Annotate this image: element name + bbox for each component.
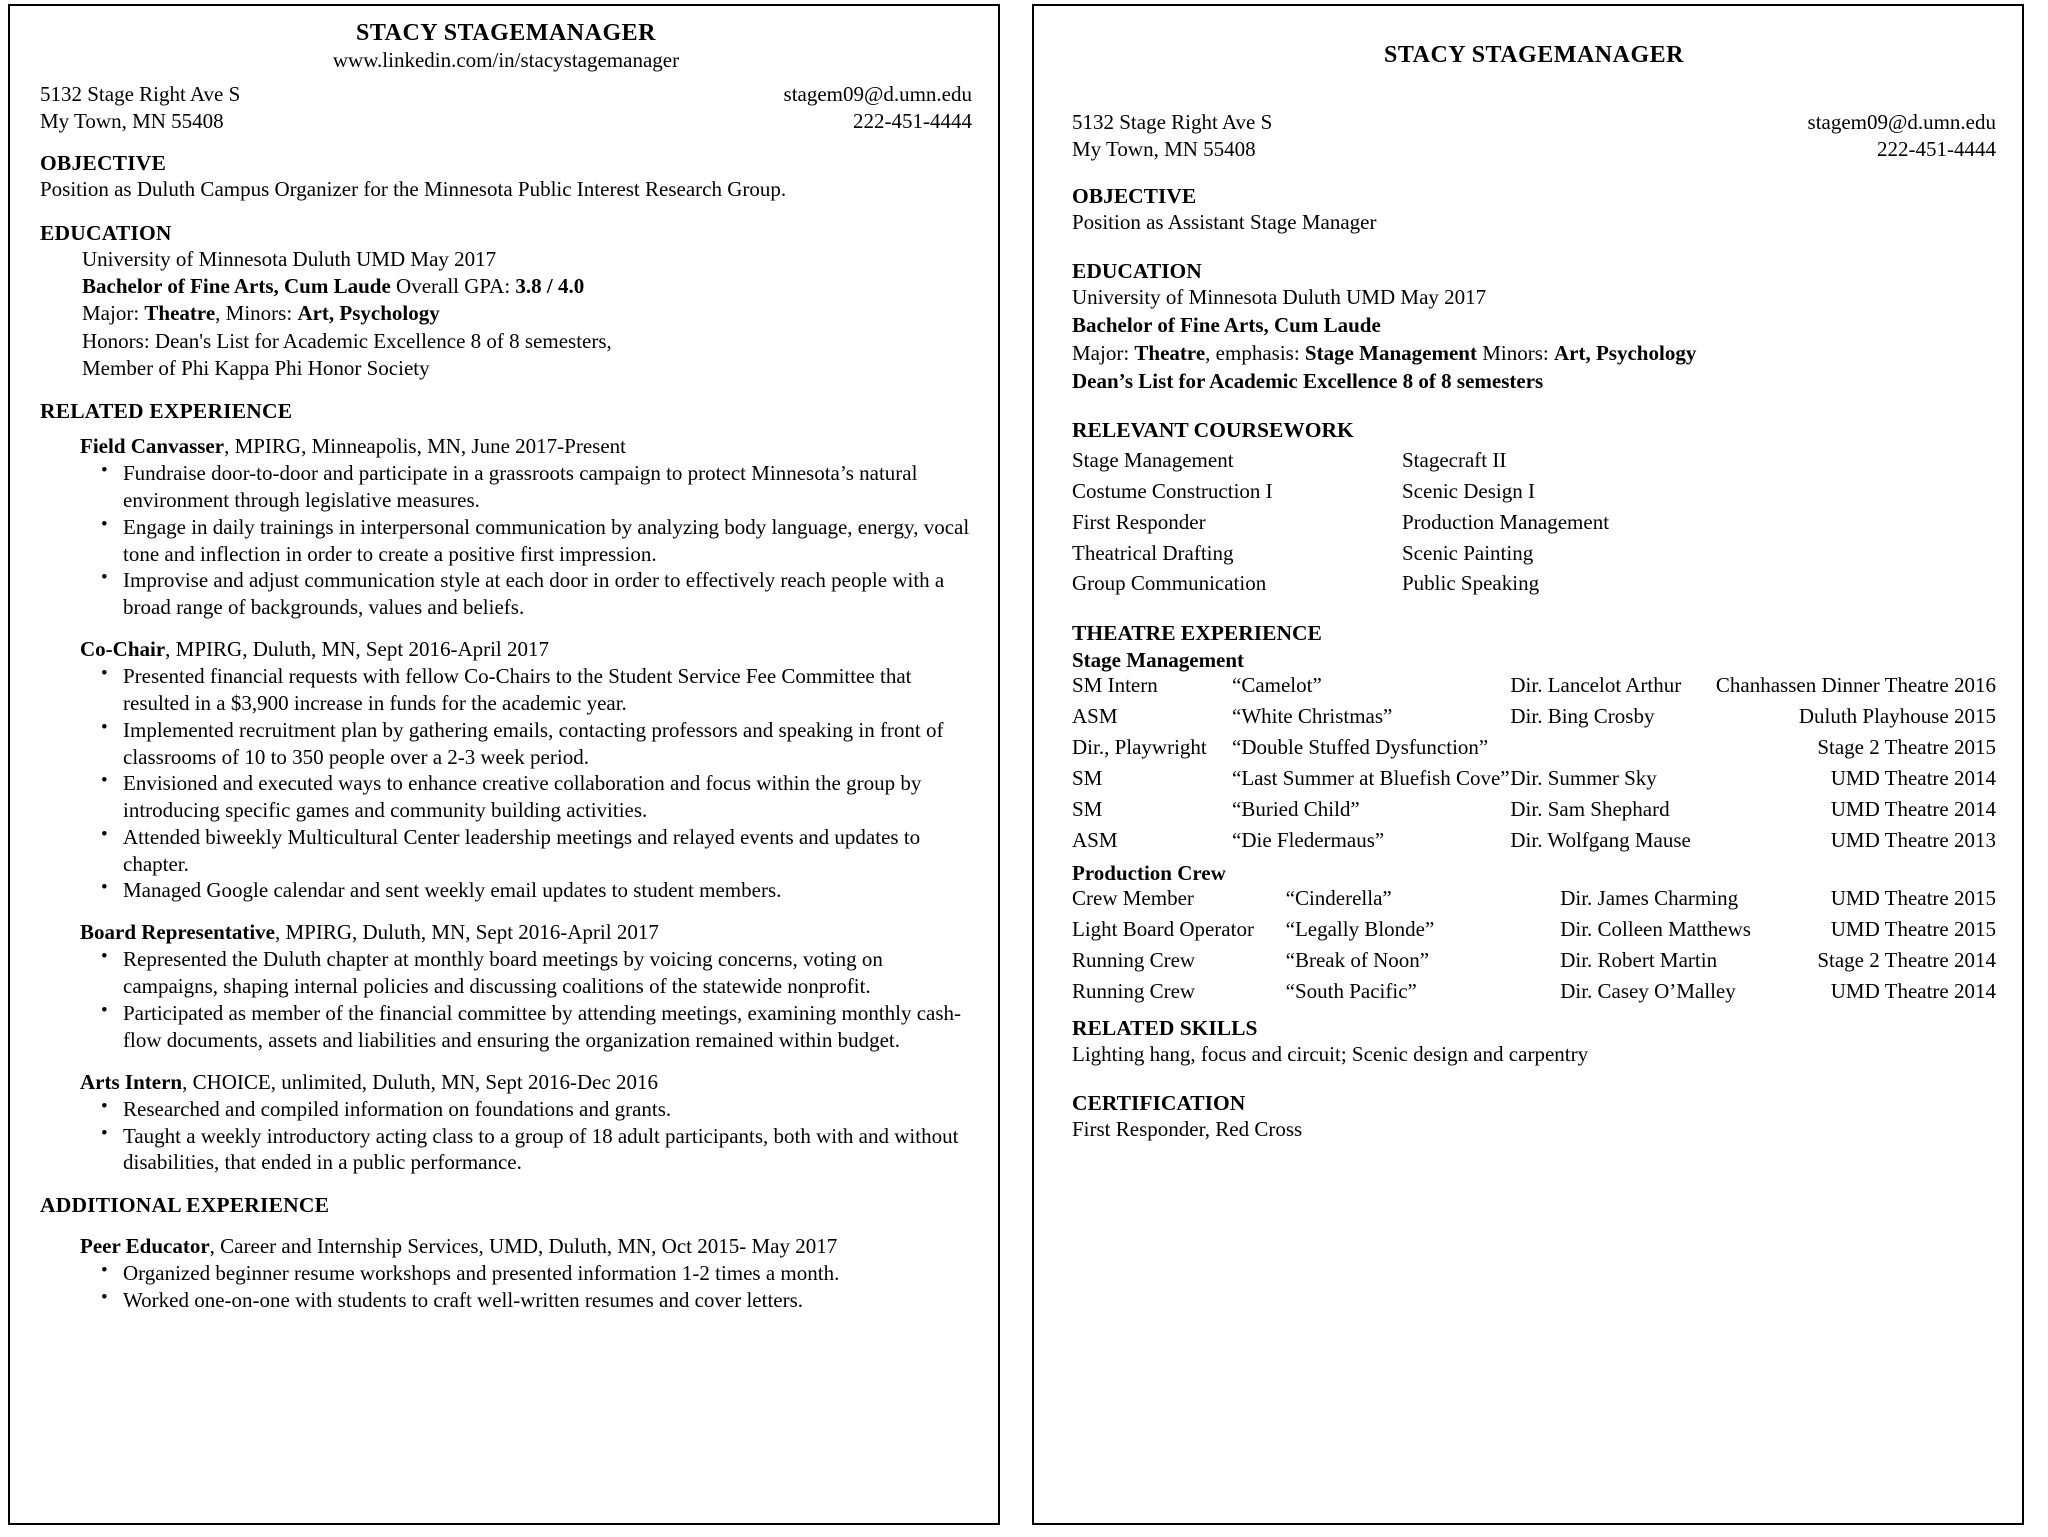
credit-director: Dir. Robert Martin [1560,948,1718,973]
credit-show: “South Pacific” [1285,979,1417,1004]
education-school: University of Minnesota Duluth UMD May 2017 [82,246,497,271]
credit-role: SM [1072,766,1103,791]
production-crew-table [1072,886,1996,1010]
minors-value: Art, Psychology [1554,341,1697,366]
credit-role: Dir., Playwright [1072,735,1207,760]
credit-director: Dir. Lancelot Arthur [1510,673,1682,698]
coursework-grid [1072,445,1996,599]
credit-show: “Die Fledermaus” [1232,828,1385,853]
job-entry [80,636,972,663]
stage-management-table [1072,673,1996,859]
table-row [1072,828,1996,859]
credit-show: “Buried Child” [1232,797,1360,822]
section-heading-additional-experience: ADDITIONAL EXPERIENCE [40,1193,330,1218]
credit-show: “Last Summer at Bluefish Cove” [1232,766,1510,791]
job-meta: , MPIRG, Duluth, MN, Sept 2016-April 2017 [275,920,659,945]
education-school: University of Minnesota Duluth UMD May 2017 [1072,285,1487,310]
email-address[interactable]: stagem09@d.umn.edu [1807,110,1996,134]
major-label: Major: [82,301,145,326]
credit-show: “Double Stuffed Dysfunction” [1232,735,1489,760]
page-title-left: STACY STAGEMANAGER [356,20,656,46]
education-degree [1072,312,1996,340]
list-item: • Participated as member of the financial committee by attending meetings, examining monthly cash-flow documents, assets and liabilities and ensuring the organization remained within budget. [97,1000,972,1054]
credit-venue: UMD Theatre 2014 [1830,797,1996,822]
related-skills-text: Lighting hang, focus and circuit; Scenic design and carpentry [1072,1042,1589,1067]
table-row [1072,673,1996,704]
list-item: • Improvise and adjust communication style at each door in order to effectively reach people with a broad range of backgrounds, values and beliefs. [97,567,972,621]
education-deans-list [1072,368,1996,396]
list-item: • Organized beginner resume workshops and presented information 1-2 times a month. [97,1260,972,1287]
credit-venue: UMD Theatre 2014 [1830,979,1996,1004]
table-row [1072,735,1996,766]
credit-show: “Cinderella” [1285,886,1392,911]
certification-text: First Responder, Red Cross [1072,1117,1303,1142]
job-meta: , CHOICE, unlimited, Duluth, MN, Sept 2016-Dec 2016 [182,1069,659,1094]
resume-page-left [8,4,1000,1525]
list-item: • Engage in daily trainings in interpersonal communication by analyzing body language, energy, vocal tone and inflection in order to create a positive first impression. [97,514,972,568]
credit-venue: Stage 2 Theatre 2015 [1817,735,1996,760]
credit-show: “Legally Blonde” [1285,917,1435,942]
coursework-item: Theatrical Drafting [1072,540,1234,565]
coursework-item: Costume Construction I [1072,478,1273,503]
list-item: • Implemented recruitment plan by gathering emails, contacting professors and speaking in front of classrooms of 10 to 350 people over a 2-3 week period. [97,717,972,771]
credit-director: Dir. Casey O’Malley [1560,979,1736,1004]
credit-role: Light Board Operator [1072,917,1254,942]
credit-venue: Duluth Playhouse 2015 [1798,704,1996,729]
section-heading-objective: OBJECTIVE [1072,184,1197,209]
credit-venue: Stage 2 Theatre 2014 [1817,948,1996,973]
job-bullets [40,663,972,904]
section-heading-objective: OBJECTIVE [40,151,167,176]
job-meta: , MPIRG, Minneapolis, MN, June 2017-Present [224,434,626,459]
credit-role: SM [1072,797,1103,822]
address-line-2: My Town, MN 55408 [1072,136,1256,161]
phone-number: 222-451-4444 [853,108,972,133]
credit-director: Dir. Bing Crosby [1510,704,1655,729]
emphasis-label: , emphasis: [1205,341,1305,366]
job-title: Arts Intern [80,1069,183,1094]
credit-show: “Camelot” [1232,673,1322,698]
education-major-line [1072,340,1996,368]
credit-role: ASM [1072,828,1118,853]
education-gpa-value: 3.8 / 4.0 [515,273,585,298]
section-heading-certification: CERTIFICATION [1072,1091,1246,1116]
linkedin-url[interactable]: www.linkedin.com/in/stacystagemanager [332,48,680,72]
table-row [1072,948,1996,979]
minors-value: Art, Psychology [297,301,440,326]
list-item: • Worked one-on-one with students to craft well-written resumes and cover letters. [97,1287,972,1314]
section-heading-theatre-experience: THEATRE EXPERIENCE [1072,621,1322,646]
list-item: • Represented the Duluth chapter at monthly board meetings by voicing concerns, voting on campaigns, shaping internal policies and discussing coalitions of the statewide nonprofit. [97,946,972,1000]
major-value: Theatre [144,301,216,326]
credit-director [1510,735,1716,766]
coursework-item: Scenic Design I [1402,478,1535,503]
credit-venue: Chanhassen Dinner Theatre 2016 [1715,673,1996,698]
credit-venue: UMD Theatre 2015 [1830,917,1996,942]
address-line-1: 5132 Stage Right Ave S [40,82,241,106]
job-entry [80,433,972,460]
job-bullets [40,1096,972,1176]
education-degree-bold: Bachelor of Fine Arts, Cum Laude [1072,313,1381,338]
education-degree [82,273,972,300]
objective-text: Position as Duluth Campus Organizer for the Minnesota Public Interest Research Group. [40,177,787,202]
resume-page-right [1032,4,2024,1525]
deans-list-value: Dean’s List for Academic Excellence 8 of 8 semesters [1072,369,1544,393]
credit-director: Dir. Wolfgang Mause [1510,828,1691,853]
coursework-item: Scenic Painting [1402,540,1534,565]
credit-role: Crew Member [1072,886,1194,911]
education-degree-bold: Bachelor of Fine Arts, Cum Laude [82,273,391,298]
section-heading-related-skills: RELATED SKILLS [1072,1016,1258,1041]
subsection-heading-production-crew: Production Crew [1072,861,1226,886]
table-row [1072,886,1996,917]
credit-role: Running Crew [1072,948,1196,973]
address-line-2: My Town, MN 55408 [40,108,224,133]
credit-venue: UMD Theatre 2014 [1830,766,1996,791]
major-label: Major: [1072,341,1135,366]
section-heading-relevant-coursework: RELEVANT COURSEWORK [1072,417,1354,442]
credit-venue: UMD Theatre 2013 [1830,828,1996,853]
credit-role: SM Intern [1072,673,1158,698]
list-item: • Taught a weekly introductory acting class to a group of 18 adult participants, both with and without disabilities, that ended in a public performance. [97,1123,972,1177]
table-row [1072,917,1996,948]
section-heading-education: EDUCATION [40,220,172,245]
job-bullets [40,460,972,621]
table-row [1072,704,1996,735]
objective-text: Position as Assistant Stage Manager [1072,210,1377,235]
address-block [40,81,240,134]
contact-details [784,81,972,134]
address-block [1072,109,1272,162]
section-heading-related-experience: RELATED EXPERIENCE [40,399,293,424]
job-entry [80,1069,972,1096]
coursework-item: Stage Management [1072,447,1234,472]
emphasis-value: Stage Management [1304,341,1477,366]
coursework-item: Production Management [1402,509,1610,534]
job-title: Co-Chair [80,636,166,661]
contact-block-right [1072,109,1996,162]
table-row [1072,797,1996,828]
credit-director: Dir. Colleen Matthews [1560,917,1751,942]
list-item: • Researched and compiled information on foundations and grants. [97,1096,972,1123]
job-meta: , MPIRG, Duluth, MN, Sept 2016-April 2017 [165,636,550,661]
coursework-item: Public Speaking [1402,571,1540,596]
subsection-heading-stage-management: Stage Management [1072,648,1245,673]
education-honors-1: Honors: Dean's List for Academic Excellence 8 of 8 semesters, [82,328,612,353]
coursework-item: Group Communication [1072,571,1267,596]
credit-venue: UMD Theatre 2015 [1830,886,1996,911]
email-address[interactable]: stagem09@d.umn.edu [783,82,972,106]
minors-label: , Minors: [215,301,298,326]
address-line-1: 5132 Stage Right Ave S [1072,110,1273,134]
job-meta: , Career and Internship Services, UMD, Duluth, MN, Oct 2015- May 2017 [209,1234,838,1259]
table-row [1072,766,1996,797]
list-item: • Presented financial requests with fellow Co-Chairs to the Student Service Fee Committee that resulted in a $3,900 increase in funds for the academic year. [97,663,972,717]
education-honors-2: Member of Phi Kappa Phi Honor Society [82,355,430,380]
credit-director: Dir. Sam Shephard [1510,797,1670,822]
major-value: Theatre [1134,341,1206,366]
job-title: Peer Educator [80,1234,210,1259]
minors-label: Minors: [1476,341,1554,366]
education-major-line [82,300,972,327]
coursework-item: Stagecraft II [1402,447,1507,472]
job-bullets [40,946,972,1053]
credit-role: ASM [1072,704,1118,729]
list-item: • Managed Google calendar and sent weekly email updates to student members. [97,877,972,904]
job-title: Board Representative [80,920,275,945]
education-gpa-label: Overall GPA: [390,273,516,298]
list-item: • Envisioned and executed ways to enhance creative collaboration and focus within the group by introducing specific games and community building activities. [97,770,972,824]
job-entry [80,1233,972,1260]
phone-number: 222-451-4444 [1877,136,1996,161]
page-title-right: STACY STAGEMANAGER [1384,42,1684,68]
list-item: • Attended biweekly Multicultural Center leadership meetings and relayed events and updates to chapter. [97,824,972,878]
coursework-item: First Responder [1072,509,1206,534]
credit-show: “White Christmas” [1232,704,1393,729]
contact-details [1808,109,1996,162]
job-entry [80,919,972,946]
credit-role: Running Crew [1072,979,1196,1004]
job-title: Field Canvasser [80,434,225,459]
job-bullets [40,1260,972,1314]
credit-director: Dir. James Charming [1560,886,1739,911]
credit-show: “Break of Noon” [1285,948,1430,973]
list-item: • Fundraise door-to-door and participate in a grassroots campaign to protect Minnesota’s natural environment through legislative measures. [97,460,972,514]
contact-block-left [40,81,972,134]
table-row [1072,979,1996,1010]
credit-director: Dir. Summer Sky [1510,766,1657,791]
section-heading-education: EDUCATION [1072,259,1202,284]
